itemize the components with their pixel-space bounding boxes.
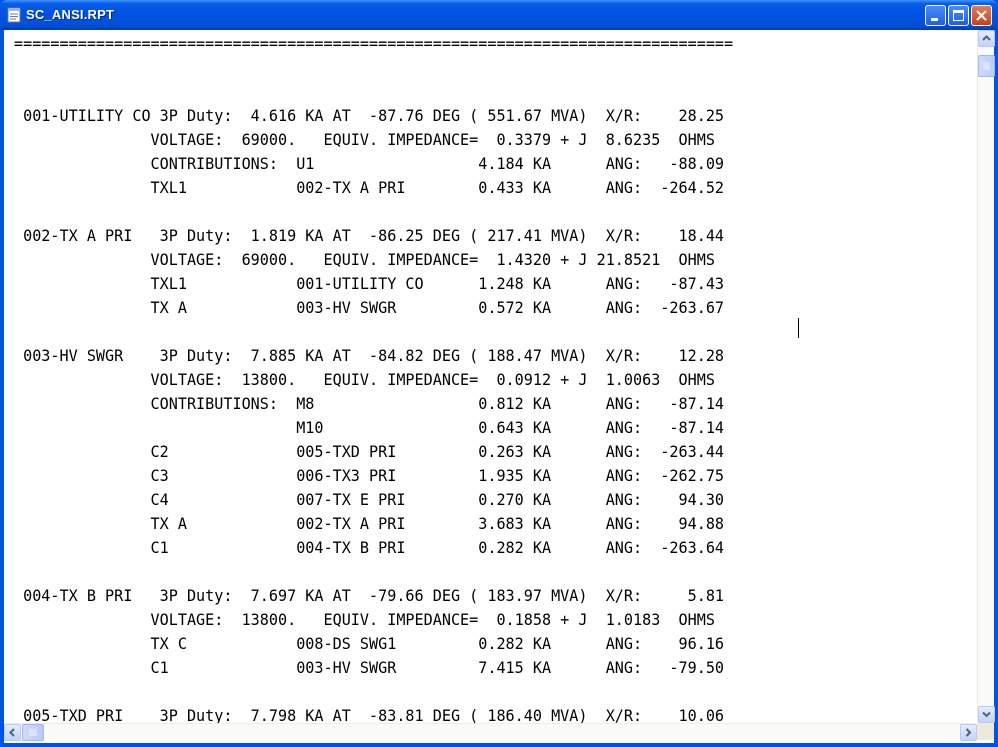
scroll-up-button[interactable] [978,30,995,47]
maximize-button[interactable] [948,5,969,26]
horizontal-scroll-thumb[interactable] [22,724,44,741]
client-area [4,30,994,743]
minimize-icon [926,6,945,25]
report-line: C4 007-TX E PRI 0.270 KA ANG: 94.30 [14,490,725,509]
chevron-up-icon [979,31,994,46]
vertical-scrollbar[interactable] [977,30,994,723]
report-line: 003-HV SWGR 3P Duty: 7.885 KA AT -84.82 DEG ( 188.47 MVA) X/R: 12.28 [14,346,725,365]
report-line: VOLTAGE: 69000. EQUIV. IMPEDANCE= 0.3379 + J 8.6235 OHMS [14,130,715,149]
chevron-down-icon [979,707,994,722]
report-line: TXL1 002-TX A PRI 0.433 KA ANG: -264.52 [14,178,725,197]
report-line: VOLTAGE: 69000. EQUIV. IMPEDANCE= 1.4320 + J 21.8521 OHMS [14,250,715,269]
maximize-icon [949,6,968,25]
close-icon [972,6,991,25]
size-grip [977,723,994,740]
chevron-right-icon [961,725,976,740]
report-line: M10 0.643 KA ANG: -87.14 [14,418,725,437]
title-bar[interactable] [0,0,998,30]
report-line: CONTRIBUTIONS: M8 0.812 KA ANG: -87.14 [14,394,725,413]
horizontal-scrollbar[interactable] [4,723,977,740]
chevron-left-icon [5,725,20,740]
report-line: TX C 008-DS SWG1 0.282 KA ANG: 96.16 [14,634,725,653]
report-line: 001-UTILITY CO 3P Duty: 4.616 KA AT -87.76 DEG ( 551.67 MVA) X/R: 28.25 [14,106,725,125]
report-line: C1 004-TX B PRI 0.282 KA ANG: -263.64 [14,538,725,557]
scroll-right-button[interactable] [960,724,977,741]
minimize-button[interactable] [925,5,946,26]
report-line: VOLTAGE: 13800. EQUIV. IMPEDANCE= 0.1858 + J 1.0183 OHMS [14,610,715,629]
grip-icon [979,56,994,76]
scroll-left-button[interactable] [4,724,21,741]
window-title: SC_ANSI.RPT [26,7,115,22]
report-line: CONTRIBUTIONS: U1 4.184 KA ANG: -88.09 [14,154,725,173]
text-caret [798,318,799,338]
document-icon [6,7,22,23]
report-line: =============================================================================== [14,34,734,53]
report-line: C1 003-HV SWGR 7.415 KA ANG: -79.50 [14,658,725,677]
close-button[interactable] [971,5,992,26]
report-line: C3 006-TX3 PRI 1.935 KA ANG: -262.75 [14,466,725,485]
report-line: C2 005-TXD PRI 0.263 KA ANG: -263.44 [14,442,725,461]
report-line: TX A 003-HV SWGR 0.572 KA ANG: -263.67 [14,298,725,317]
report-line: VOLTAGE: 13800. EQUIV. IMPEDANCE= 0.0912 + J 1.0063 OHMS [14,370,715,389]
scroll-down-button[interactable] [978,706,995,723]
report-line: TX A 002-TX A PRI 3.683 KA ANG: 94.88 [14,514,725,533]
report-line: TXL1 001-UTILITY CO 1.248 KA ANG: -87.43 [14,274,725,293]
report-line: 002-TX A PRI 3P Duty: 1.819 KA AT -86.25 DEG ( 217.41 MVA) X/R: 18.44 [14,226,725,245]
report-text-area[interactable] [4,30,977,723]
vertical-scroll-thumb[interactable] [978,55,995,77]
report-line: 004-TX B PRI 3P Duty: 7.697 KA AT -79.66 DEG ( 183.97 MVA) X/R: 5.81 [14,586,725,605]
grip-icon [23,725,43,740]
report-line: 005-TXD PRI 3P Duty: 7.798 KA AT -83.81 DEG ( 186.40 MVA) X/R: 10.06 [14,706,725,723]
